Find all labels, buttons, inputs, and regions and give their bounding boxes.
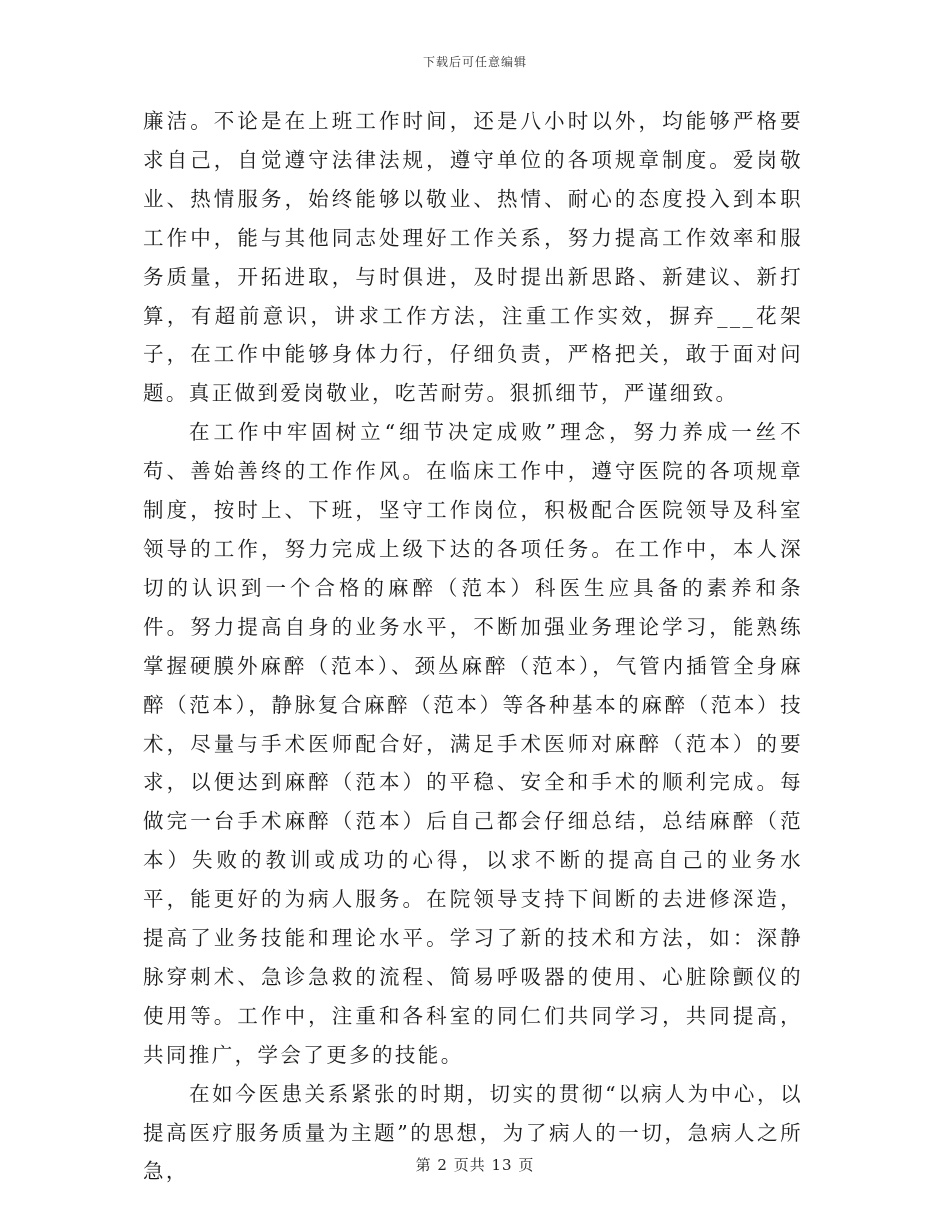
paragraph-patient-centered: 在如今医患关系紧张的时期，切实的贯彻“以病人为中心，以提高医疗服务质量为主题”的思想，为了病人的一切，急病人之所急， <box>143 1081 803 1184</box>
paragraph-continuation: 廉洁。不论是在上班工作时间，还是八小时以外，均能够严格要求自己，自觉遵守法律法规，遵守单位的各项规章制度。爱岗敬业、热情服务，始终能够以敬业、热情、耐心的态度投入到本职工作中，能与其他同志处理好工作关系，努力提高工作效率和服务质量，开拓进取，与时俱进，及时提出新思路、新建议、新打算，有超前意识，讲求工作方法，注重工作实效，摒弃___花架子，在工作中能够身体力行，仔细负责，严格把关，敢于面对问题。真正做到爱岗敬业，吃苦耐劳。狠抓细节，严谨细致。 <box>143 109 803 406</box>
page-number-footer: 第 2 页共 13 页 <box>415 1156 535 1174</box>
page-header: 下载后可任意编辑 <box>422 55 527 69</box>
document-body <box>143 102 803 1191</box>
paragraph-detail-work: 在工作中牢固树立“细节决定成败”理念，努力养成一丝不苟、善始善终的工作作风。在临床工作中，遵守医院的各项规章制度，按时上、下班，坚守工作岗位，积极配合医院领导及科室领导的工作，努力完成上级下达的各项任务。在工作中，本人深切的认识到一个合格的麻醉（范本）科医生应具备的素养和条件。努力提高自身的业务水平，不断加强业务理论学习，能熟练掌握硬膜外麻醉（范本）、颈丛麻醉（范本），气管内插管全身麻醉（范本），静脉复合麻醉（范本）等各种基本的麻醉（范本）技术，尽量与手术医师配合好，满足手术医师对麻醉（范本）的要求，以便达到麻醉（范本）的平稳、安全和手术的顺利完成。每做完一台手术麻醉（范本）后自己都会仔细总结，总结麻醉（范本）失败的教训或成功的心得，以求不断的提高自己的业务水平，能更好的为病人服务。在院领导支持下间断的去进修深造，提高了业务技能和理论水平。学习了新的技术和方法，如：深静脉穿刺术、急诊急救的流程、简易呼吸器的使用、心脏除颤仪的使用等。工作中，注重和各科室的同仁们共同学习，共同提高，共同推广，学会了更多的技能。 <box>143 420 803 1067</box>
